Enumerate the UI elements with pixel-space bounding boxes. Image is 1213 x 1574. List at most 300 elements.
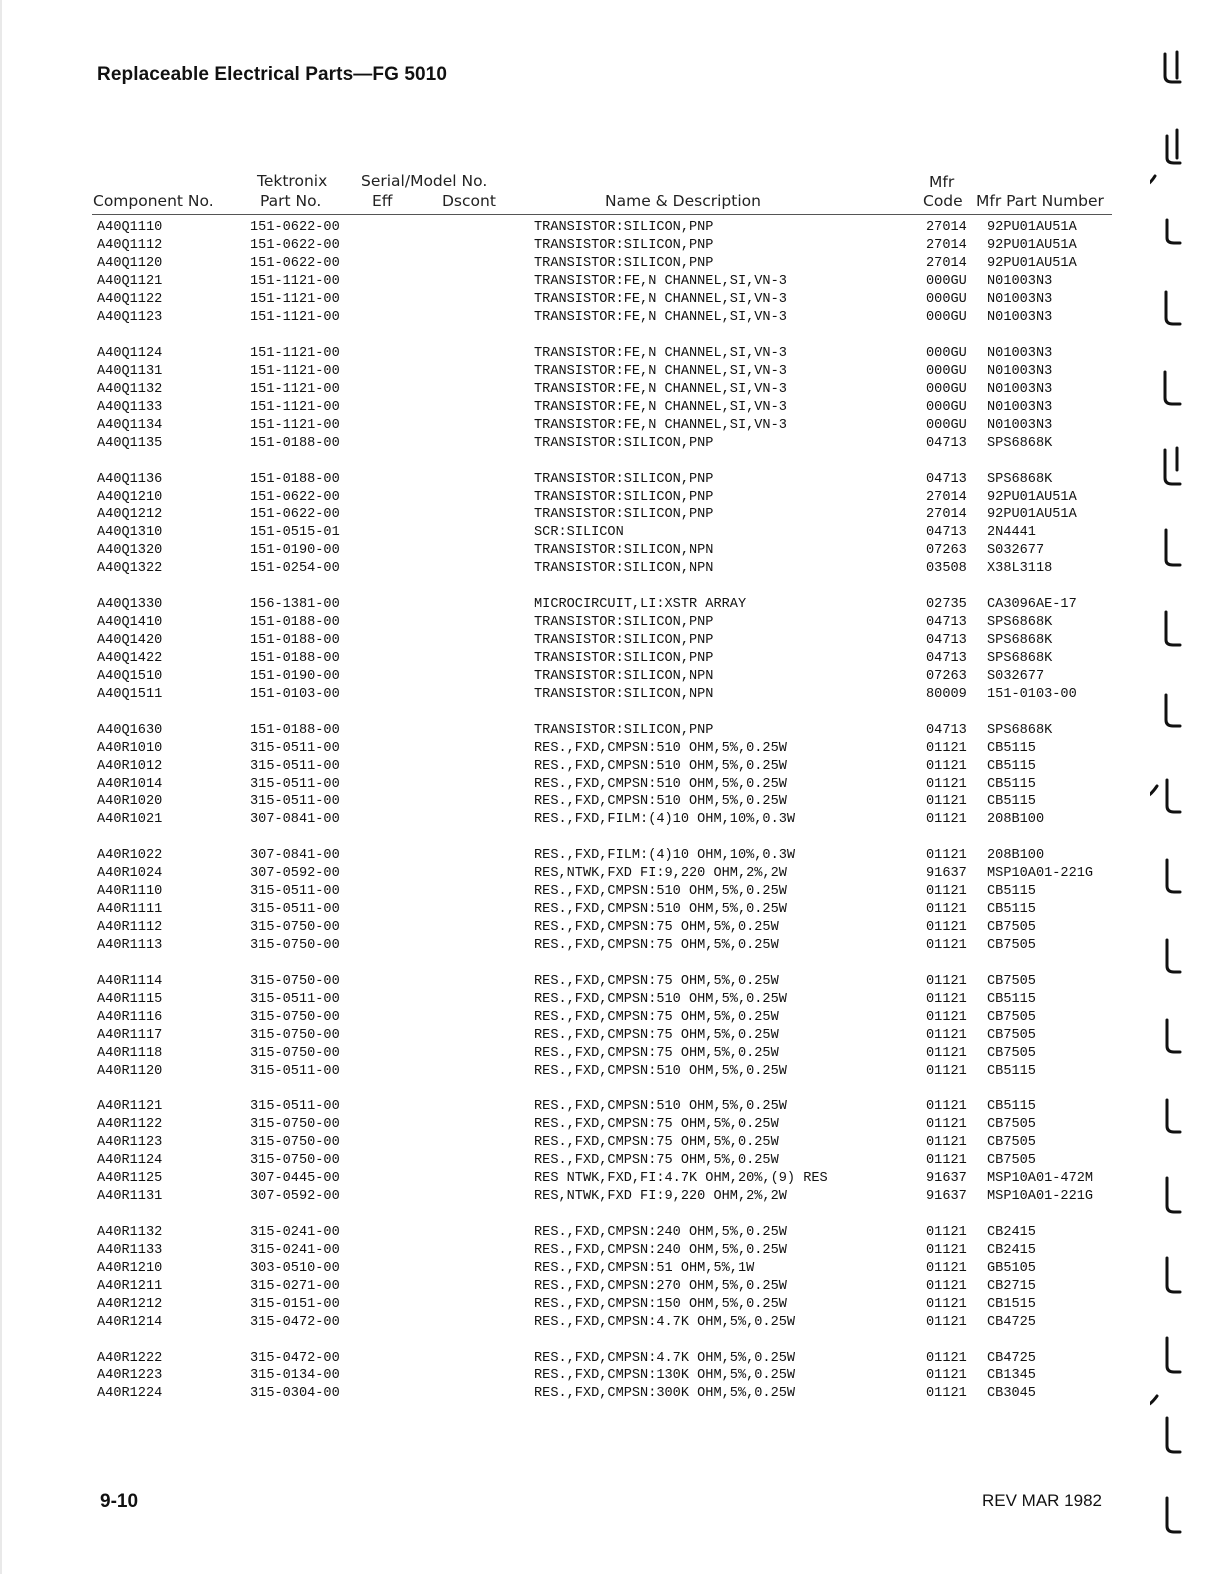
tektronix-part-no-cell: 315-0750-00 — [250, 937, 340, 953]
table-row — [0, 757, 1213, 775]
component-no-cell: A40Q1133 — [97, 399, 163, 415]
table-row — [0, 1044, 1213, 1062]
table-row — [0, 1026, 1213, 1044]
component-no-cell: A40Q1422 — [97, 650, 163, 666]
component-no-cell: A40Q1410 — [97, 615, 163, 631]
table-row — [0, 1116, 1213, 1134]
table-row — [0, 1224, 1213, 1242]
name-description-cell: TRANSISTOR:SILICON,PNP — [534, 633, 714, 649]
component-no-cell: A40Q1136 — [97, 471, 163, 487]
mfr-code-cell: 000GU — [926, 363, 967, 379]
component-no-cell: A40R1022 — [97, 848, 163, 864]
name-description-cell: RES.,FXD,CMPSN:510 OHM,5%,0.25W — [534, 1063, 787, 1079]
component-no-cell: A40Q1510 — [97, 668, 163, 684]
table-row — [0, 1277, 1213, 1295]
table-row — [0, 1062, 1213, 1080]
name-description-cell: RES.,FXD,CMPSN:75 OHM,5%,0.25W — [534, 1045, 779, 1061]
mfr-code-cell: 04713 — [926, 435, 967, 451]
parts-table — [0, 219, 1213, 1403]
table-row — [0, 865, 1213, 883]
component-no-cell: A40R1010 — [97, 740, 163, 756]
mfr-part-number-cell: CB1345 — [987, 1368, 1036, 1384]
component-no-cell: A40R1114 — [97, 973, 163, 989]
component-no-cell: A40R1116 — [97, 1009, 163, 1025]
tektronix-part-no-cell: 151-0190-00 — [250, 543, 340, 559]
group-spacer — [0, 1080, 1213, 1098]
mfr-part-number-cell: N01003N3 — [987, 310, 1053, 326]
component-no-cell: A40R1123 — [97, 1135, 163, 1151]
mfr-part-number-cell: 92PU01AU51A — [987, 256, 1077, 272]
component-no-cell: A40Q1122 — [97, 292, 163, 308]
tektronix-part-no-cell: 151-0190-00 — [250, 668, 340, 684]
component-no-cell: A40R1111 — [97, 902, 163, 918]
table-row — [0, 506, 1213, 524]
header-eff: Eff — [372, 192, 393, 210]
name-description-cell: RES.,FXD,FILM:(4)10 OHM,10%,0.3W — [534, 812, 796, 828]
table-row — [0, 650, 1213, 668]
name-description-cell: RES.,FXD,CMPSN:4.7K OHM,5%,0.25W — [534, 1314, 796, 1330]
header-part-no: Part No. — [260, 192, 322, 210]
mfr-code-cell: 000GU — [926, 310, 967, 326]
table-row — [0, 1241, 1213, 1259]
component-no-cell: A40Q1630 — [97, 722, 163, 738]
name-description-cell: RES.,FXD,CMPSN:270 OHM,5%,0.25W — [534, 1278, 787, 1294]
mfr-part-number-cell: CB7505 — [987, 1153, 1036, 1169]
binder-holes — [1150, 0, 1213, 1574]
mfr-part-number-cell: 208B100 — [987, 812, 1045, 828]
mfr-part-number-cell: CB5115 — [987, 991, 1036, 1007]
tektronix-part-no-cell: 315-0241-00 — [250, 1224, 340, 1240]
table-row — [0, 1313, 1213, 1331]
table-row — [0, 739, 1213, 757]
mfr-part-number-cell: CB4725 — [987, 1350, 1036, 1366]
header-mfr-part-number: Mfr Part Number — [976, 192, 1104, 210]
name-description-cell: TRANSISTOR:SILICON,PNP — [534, 722, 714, 738]
mfr-part-number-cell: CB7505 — [987, 1135, 1036, 1151]
name-description-cell: RES NTWK,FXD,FI:4.7K OHM,20%,(9) RES — [534, 1171, 828, 1187]
tektronix-part-no-cell: 156-1381-00 — [250, 597, 340, 613]
name-description-cell: RES,NTWK,FXD FI:9,220 OHM,2%,2W — [534, 866, 787, 882]
tektronix-part-no-cell: 151-1121-00 — [250, 274, 340, 290]
tektronix-part-no-cell: 315-0241-00 — [250, 1242, 340, 1258]
mfr-code-cell: 01121 — [926, 920, 967, 936]
name-description-cell: TRANSISTOR:FE,N CHANNEL,SI,VN-3 — [534, 274, 787, 290]
table-row — [0, 793, 1213, 811]
mfr-part-number-cell: X38L3118 — [987, 561, 1053, 577]
component-no-cell: A40R1125 — [97, 1171, 163, 1187]
tektronix-part-no-cell: 315-0511-00 — [250, 794, 340, 810]
group-spacer — [0, 327, 1213, 345]
header-mfr: Mfr — [929, 173, 955, 191]
name-description-cell: TRANSISTOR:FE,N CHANNEL,SI,VN-3 — [534, 417, 787, 433]
mfr-part-number-cell: MSP10A01-472M — [987, 1171, 1094, 1187]
table-row — [0, 972, 1213, 990]
component-no-cell: A40Q1511 — [97, 686, 163, 702]
mfr-part-number-cell: CB4725 — [987, 1314, 1036, 1330]
mfr-code-cell: 27014 — [926, 220, 967, 236]
name-description-cell: RES.,FXD,CMPSN:75 OHM,5%,0.25W — [534, 1009, 779, 1025]
mfr-code-cell: 01121 — [926, 1009, 967, 1025]
tektronix-part-no-cell: 315-0511-00 — [250, 1063, 340, 1079]
tektronix-part-no-cell: 151-0188-00 — [250, 615, 340, 631]
name-description-cell: RES.,FXD,CMPSN:510 OHM,5%,0.25W — [534, 1099, 787, 1115]
table-row — [0, 363, 1213, 381]
mfr-part-number-cell: 92PU01AU51A — [987, 238, 1077, 254]
tektronix-part-no-cell: 315-0750-00 — [250, 920, 340, 936]
component-no-cell: A40R1024 — [97, 866, 163, 882]
mfr-part-number-cell: 92PU01AU51A — [987, 220, 1077, 236]
table-row — [0, 775, 1213, 793]
tektronix-part-no-cell: 315-0750-00 — [250, 1135, 340, 1151]
component-no-cell: A40R1014 — [97, 776, 163, 792]
name-description-cell: RES.,FXD,CMPSN:510 OHM,5%,0.25W — [534, 758, 787, 774]
component-no-cell: A40R1110 — [97, 884, 163, 900]
mfr-part-number-cell: CB3045 — [987, 1386, 1036, 1402]
mfr-code-cell: 000GU — [926, 417, 967, 433]
table-row — [0, 488, 1213, 506]
mfr-code-cell: 01121 — [926, 1260, 967, 1276]
table-row — [0, 901, 1213, 919]
table-row — [0, 1098, 1213, 1116]
name-description-cell: TRANSISTOR:SILICON,PNP — [534, 238, 714, 254]
mfr-part-number-cell: CA3096AE-17 — [987, 597, 1077, 613]
header-component-no: Component No. — [93, 192, 214, 210]
table-row — [0, 255, 1213, 273]
component-no-cell: A40Q1132 — [97, 381, 163, 397]
name-description-cell: TRANSISTOR:FE,N CHANNEL,SI,VN-3 — [534, 363, 787, 379]
component-no-cell: A40R1021 — [97, 812, 163, 828]
mfr-code-cell: 04713 — [926, 633, 967, 649]
component-no-cell: A40Q1320 — [97, 543, 163, 559]
mfr-code-cell: 27014 — [926, 507, 967, 523]
table-row — [0, 632, 1213, 650]
mfr-part-number-cell: CB1515 — [987, 1296, 1036, 1312]
mfr-part-number-cell: 208B100 — [987, 848, 1045, 864]
header-rule — [92, 214, 1112, 215]
tektronix-part-no-cell: 151-1121-00 — [250, 310, 340, 326]
mfr-part-number-cell: CB5115 — [987, 1063, 1036, 1079]
component-no-cell: A40R1121 — [97, 1099, 163, 1115]
table-row — [0, 1367, 1213, 1385]
mfr-part-number-cell: CB5115 — [987, 902, 1036, 918]
table-row — [0, 919, 1213, 937]
name-description-cell: RES.,FXD,CMPSN:510 OHM,5%,0.25W — [534, 884, 787, 900]
mfr-part-number-cell: 92PU01AU51A — [987, 489, 1077, 505]
name-description-cell: RES.,FXD,CMPSN:75 OHM,5%,0.25W — [534, 1117, 779, 1133]
mfr-part-number-cell: GB5105 — [987, 1260, 1036, 1276]
page-title: Replaceable Electrical Parts—FG 5010 — [97, 64, 448, 85]
mfr-code-cell: 04713 — [926, 471, 967, 487]
mfr-code-cell: 000GU — [926, 381, 967, 397]
component-no-cell: A40R1115 — [97, 991, 163, 1007]
name-description-cell: RES.,FXD,CMPSN:510 OHM,5%,0.25W — [534, 902, 787, 918]
mfr-code-cell: 000GU — [926, 346, 967, 362]
tektronix-part-no-cell: 151-1121-00 — [250, 346, 340, 362]
mfr-part-number-cell: SPS6868K — [987, 615, 1053, 631]
mfr-code-cell: 01121 — [926, 1368, 967, 1384]
component-no-cell: A40Q1330 — [97, 597, 163, 613]
component-no-cell: A40Q1123 — [97, 310, 163, 326]
tektronix-part-no-cell: 315-0134-00 — [250, 1368, 340, 1384]
mfr-code-cell: 01121 — [926, 1242, 967, 1258]
component-no-cell: A40Q1135 — [97, 435, 163, 451]
table-row — [0, 685, 1213, 703]
name-description-cell: RES.,FXD,CMPSN:75 OHM,5%,0.25W — [534, 973, 779, 989]
mfr-code-cell: 01121 — [926, 937, 967, 953]
table-row — [0, 273, 1213, 291]
name-description-cell: RES.,FXD,CMPSN:240 OHM,5%,0.25W — [534, 1242, 787, 1258]
name-description-cell: TRANSISTOR:FE,N CHANNEL,SI,VN-3 — [534, 310, 787, 326]
name-description-cell: SCR:SILICON — [534, 525, 624, 541]
tektronix-part-no-cell: 151-0622-00 — [250, 507, 340, 523]
mfr-part-number-cell: CB2415 — [987, 1242, 1036, 1258]
group-spacer — [0, 829, 1213, 847]
mfr-code-cell: 01121 — [926, 848, 967, 864]
mfr-part-number-cell: MSP10A01-221G — [987, 1189, 1094, 1205]
group-spacer — [0, 578, 1213, 596]
name-description-cell: TRANSISTOR:SILICON,PNP — [534, 471, 714, 487]
mfr-code-cell: 91637 — [926, 1171, 967, 1187]
name-description-cell: RES.,FXD,CMPSN:300K OHM,5%,0.25W — [534, 1386, 796, 1402]
name-description-cell: TRANSISTOR:FE,N CHANNEL,SI,VN-3 — [534, 292, 787, 308]
name-description-cell: TRANSISTOR:SILICON,NPN — [534, 543, 714, 559]
component-no-cell: A40Q1120 — [97, 256, 163, 272]
tektronix-part-no-cell: 315-0151-00 — [250, 1296, 340, 1312]
mfr-code-cell: 01121 — [926, 884, 967, 900]
name-description-cell: RES.,FXD,CMPSN:75 OHM,5%,0.25W — [534, 920, 779, 936]
tektronix-part-no-cell: 151-0622-00 — [250, 220, 340, 236]
tektronix-part-no-cell: 151-0515-01 — [250, 525, 340, 541]
tektronix-part-no-cell: 315-0750-00 — [250, 1153, 340, 1169]
mfr-code-cell: 01121 — [926, 1063, 967, 1079]
mfr-code-cell: 04713 — [926, 722, 967, 738]
mfr-part-number-cell: CB5115 — [987, 776, 1036, 792]
tektronix-part-no-cell: 307-0592-00 — [250, 1189, 340, 1205]
tektronix-part-no-cell: 315-0511-00 — [250, 902, 340, 918]
tektronix-part-no-cell: 151-0622-00 — [250, 489, 340, 505]
header-tektronix: Tektronix — [257, 172, 328, 190]
table-row — [0, 219, 1213, 237]
component-no-cell: A40R1118 — [97, 1045, 163, 1061]
component-no-cell: A40Q1212 — [97, 507, 163, 523]
name-description-cell: TRANSISTOR:SILICON,NPN — [534, 668, 714, 684]
mfr-code-cell: 01121 — [926, 973, 967, 989]
mfr-code-cell: 000GU — [926, 292, 967, 308]
name-description-cell: RES.,FXD,CMPSN:510 OHM,5%,0.25W — [534, 776, 787, 792]
tektronix-part-no-cell: 315-0511-00 — [250, 758, 340, 774]
tektronix-part-no-cell: 315-0511-00 — [250, 991, 340, 1007]
component-no-cell: A40R1020 — [97, 794, 163, 810]
component-no-cell: A40R1120 — [97, 1063, 163, 1079]
table-row — [0, 990, 1213, 1008]
name-description-cell: RES.,FXD,CMPSN:75 OHM,5%,0.25W — [534, 937, 779, 953]
table-row — [0, 1259, 1213, 1277]
component-no-cell: A40Q1420 — [97, 633, 163, 649]
component-no-cell: A40R1012 — [97, 758, 163, 774]
name-description-cell: RES.,FXD,CMPSN:510 OHM,5%,0.25W — [534, 794, 787, 810]
tektronix-part-no-cell: 151-0188-00 — [250, 435, 340, 451]
table-row — [0, 398, 1213, 416]
mfr-part-number-cell: CB7505 — [987, 920, 1036, 936]
table-row — [0, 380, 1213, 398]
table-row — [0, 542, 1213, 560]
mfr-code-cell: 91637 — [926, 866, 967, 882]
component-no-cell: A40R1112 — [97, 920, 163, 936]
tektronix-part-no-cell: 151-0622-00 — [250, 256, 340, 272]
mfr-part-number-cell: N01003N3 — [987, 292, 1053, 308]
name-description-cell: RES.,FXD,FILM:(4)10 OHM,10%,0.3W — [534, 848, 796, 864]
tektronix-part-no-cell: 315-0511-00 — [250, 884, 340, 900]
mfr-part-number-cell: CB7505 — [987, 973, 1036, 989]
tektronix-part-no-cell: 151-0188-00 — [250, 722, 340, 738]
mfr-code-cell: 01121 — [926, 1224, 967, 1240]
mfr-part-number-cell: 2N4441 — [987, 525, 1036, 541]
name-description-cell: TRANSISTOR:SILICON,PNP — [534, 650, 714, 666]
mfr-code-cell: 07263 — [926, 668, 967, 684]
mfr-code-cell: 01121 — [926, 1350, 967, 1366]
mfr-part-number-cell: CB7505 — [987, 937, 1036, 953]
tektronix-part-no-cell: 315-0511-00 — [250, 1099, 340, 1115]
tektronix-part-no-cell: 315-0750-00 — [250, 973, 340, 989]
component-no-cell: A40R1212 — [97, 1296, 163, 1312]
mfr-code-cell: 000GU — [926, 274, 967, 290]
tektronix-part-no-cell: 307-0841-00 — [250, 812, 340, 828]
tektronix-part-no-cell: 151-1121-00 — [250, 417, 340, 433]
mfr-code-cell: 01121 — [926, 1045, 967, 1061]
component-no-cell: A40Q1310 — [97, 525, 163, 541]
mfr-part-number-cell: CB5115 — [987, 740, 1036, 756]
mfr-part-number-cell: SPS6868K — [987, 722, 1053, 738]
mfr-code-cell: 000GU — [926, 399, 967, 415]
header-serial-model: Serial/Model No. — [361, 172, 488, 190]
table-row — [0, 470, 1213, 488]
table-row — [0, 847, 1213, 865]
tektronix-part-no-cell: 151-1121-00 — [250, 381, 340, 397]
name-description-cell: RES.,FXD,CMPSN:4.7K OHM,5%,0.25W — [534, 1350, 796, 1366]
mfr-code-cell: 01121 — [926, 1386, 967, 1402]
name-description-cell: RES.,FXD,CMPSN:510 OHM,5%,0.25W — [534, 740, 787, 756]
tektronix-part-no-cell: 151-1121-00 — [250, 399, 340, 415]
name-description-cell: TRANSISTOR:FE,N CHANNEL,SI,VN-3 — [534, 381, 787, 397]
mfr-part-number-cell: 151-0103-00 — [987, 686, 1077, 702]
name-description-cell: RES.,FXD,CMPSN:240 OHM,5%,0.25W — [534, 1224, 787, 1240]
table-row — [0, 560, 1213, 578]
mfr-part-number-cell: SPS6868K — [987, 435, 1053, 451]
component-no-cell: A40R1210 — [97, 1260, 163, 1276]
name-description-cell: RES.,FXD,CMPSN:75 OHM,5%,0.25W — [534, 1027, 779, 1043]
table-row — [0, 937, 1213, 955]
name-description-cell: RES.,FXD,CMPSN:51 OHM,5%,1W — [534, 1260, 755, 1276]
tektronix-part-no-cell: 315-0511-00 — [250, 776, 340, 792]
component-no-cell: A40R1224 — [97, 1386, 163, 1402]
header-name-description: Name & Description — [605, 192, 761, 210]
table-row — [0, 1295, 1213, 1313]
mfr-code-cell: 01121 — [926, 1099, 967, 1115]
mfr-part-number-cell: MSP10A01-221G — [987, 866, 1094, 882]
mfr-code-cell: 01121 — [926, 740, 967, 756]
table-row — [0, 524, 1213, 542]
table-row — [0, 237, 1213, 255]
tektronix-part-no-cell: 151-0622-00 — [250, 238, 340, 254]
mfr-code-cell: 01121 — [926, 1153, 967, 1169]
tektronix-part-no-cell: 151-1121-00 — [250, 292, 340, 308]
name-description-cell: RES.,FXD,CMPSN:75 OHM,5%,0.25W — [534, 1153, 779, 1169]
table-row — [0, 811, 1213, 829]
mfr-code-cell: 01121 — [926, 794, 967, 810]
name-description-cell: TRANSISTOR:SILICON,PNP — [534, 256, 714, 272]
tektronix-part-no-cell: 151-1121-00 — [250, 363, 340, 379]
component-no-cell: A40R1117 — [97, 1027, 163, 1043]
component-no-cell: A40Q1134 — [97, 417, 163, 433]
component-no-cell: A40Q1322 — [97, 561, 163, 577]
table-row — [0, 1134, 1213, 1152]
table-row — [0, 1170, 1213, 1188]
name-description-cell: TRANSISTOR:SILICON,PNP — [534, 220, 714, 236]
mfr-code-cell: 01121 — [926, 758, 967, 774]
mfr-code-cell: 01121 — [926, 991, 967, 1007]
header-dscont: Dscont — [442, 192, 496, 210]
tektronix-part-no-cell: 315-0304-00 — [250, 1386, 340, 1402]
component-no-cell: A40R1133 — [97, 1242, 163, 1258]
tektronix-part-no-cell: 303-0510-00 — [250, 1260, 340, 1276]
name-description-cell: TRANSISTOR:SILICON,PNP — [534, 615, 714, 631]
table-row — [0, 1349, 1213, 1367]
mfr-part-number-cell: N01003N3 — [987, 399, 1053, 415]
tektronix-part-no-cell: 315-0271-00 — [250, 1278, 340, 1294]
name-description-cell: TRANSISTOR:SILICON,NPN — [534, 686, 714, 702]
mfr-part-number-cell: CB5115 — [987, 1099, 1036, 1115]
mfr-code-cell: 27014 — [926, 238, 967, 254]
tektronix-part-no-cell: 307-0445-00 — [250, 1171, 340, 1187]
mfr-code-cell: 01121 — [926, 902, 967, 918]
revision-date: REV MAR 1982 — [982, 1491, 1102, 1510]
tektronix-part-no-cell: 151-0103-00 — [250, 686, 340, 702]
mfr-code-cell: 01121 — [926, 1296, 967, 1312]
group-spacer — [0, 703, 1213, 721]
mfr-code-cell: 01121 — [926, 1135, 967, 1151]
name-description-cell: RES.,FXD,CMPSN:130K OHM,5%,0.25W — [534, 1368, 796, 1384]
tektronix-part-no-cell: 307-0841-00 — [250, 848, 340, 864]
tektronix-part-no-cell: 151-0188-00 — [250, 650, 340, 666]
mfr-part-number-cell: CB7505 — [987, 1027, 1036, 1043]
table-row — [0, 345, 1213, 363]
mfr-part-number-cell: S032677 — [987, 668, 1045, 684]
component-no-cell: A40Q1131 — [97, 363, 163, 379]
mfr-code-cell: 01121 — [926, 1117, 967, 1133]
table-row — [0, 614, 1213, 632]
name-description-cell: RES.,FXD,CMPSN:75 OHM,5%,0.25W — [534, 1135, 779, 1151]
mfr-part-number-cell: SPS6868K — [987, 471, 1053, 487]
mfr-part-number-cell: S032677 — [987, 543, 1045, 559]
table-row — [0, 309, 1213, 327]
table-row — [0, 1385, 1213, 1403]
name-description-cell: RES,NTWK,FXD FI:9,220 OHM,2%,2W — [534, 1189, 787, 1205]
tektronix-part-no-cell: 307-0592-00 — [250, 866, 340, 882]
tektronix-part-no-cell: 315-0750-00 — [250, 1045, 340, 1061]
mfr-part-number-cell: CB5115 — [987, 794, 1036, 810]
name-description-cell: RES.,FXD,CMPSN:510 OHM,5%,0.25W — [534, 991, 787, 1007]
tektronix-part-no-cell: 315-0750-00 — [250, 1009, 340, 1025]
mfr-part-number-cell: 92PU01AU51A — [987, 507, 1077, 523]
component-no-cell: A40R1211 — [97, 1278, 163, 1294]
component-no-cell: A40Q1110 — [97, 220, 163, 236]
name-description-cell: TRANSISTOR:SILICON,NPN — [534, 561, 714, 577]
group-spacer — [0, 1331, 1213, 1349]
mfr-part-number-cell: SPS6868K — [987, 633, 1053, 649]
mfr-code-cell: 01121 — [926, 776, 967, 792]
mfr-code-cell: 04713 — [926, 525, 967, 541]
mfr-part-number-cell: CB7505 — [987, 1045, 1036, 1061]
